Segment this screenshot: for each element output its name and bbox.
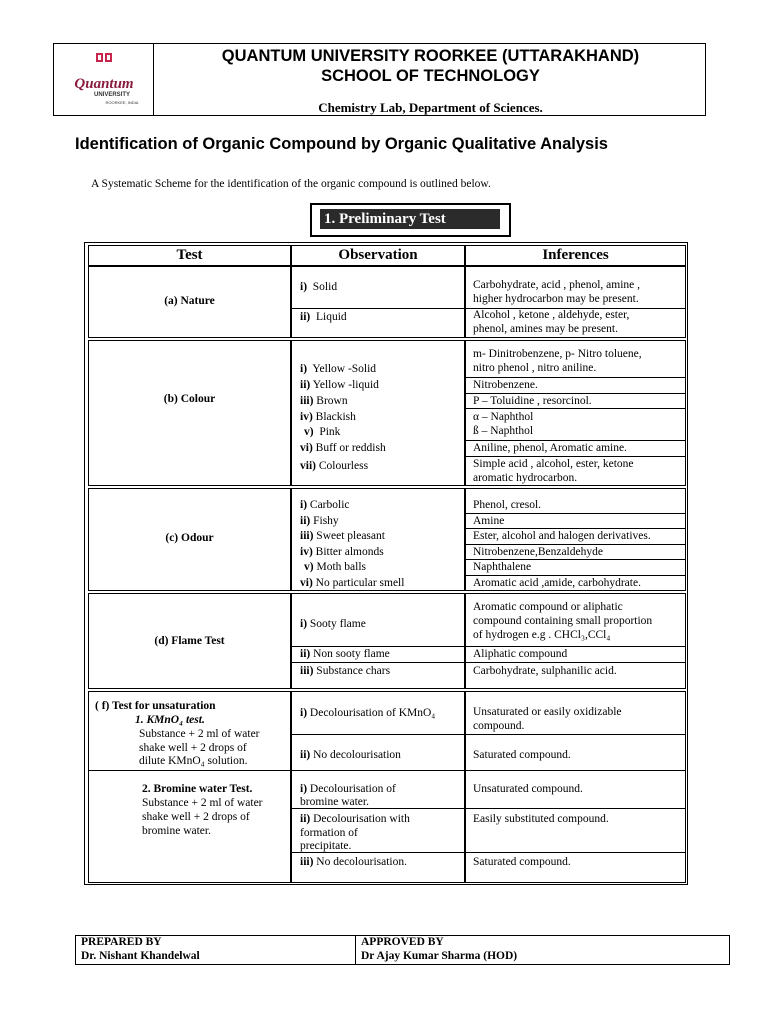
row-nature-test: (a) Nature [88,266,291,338]
page-title: Identification of Organic Compound by Organic Qualitative Analysis [75,135,608,153]
row-colour-obs: i) Yellow -Solid ii) Yellow -liquid iii) Brown iv) Blackish v) Pink vi) Buff or reddish vii) Colourless [291,340,465,486]
row-odour-obs: i) Carbolic ii) Fishy iii) Sweet pleasant iv) Bitter almonds v) Moth balls vi) No particular smell [291,488,465,591]
document-header [53,43,706,116]
logo-brand: Quantum [74,76,134,92]
header-test: Test [88,245,291,266]
prepared-by: PREPARED BY Dr. Nishant Khandelwal [76,936,356,964]
svg-text:ROORKEE, INDIA: ROORKEE, INDIA [105,100,139,105]
svg-text:UNIVERSITY: UNIVERSITY [93,92,131,98]
row-nature-obs: i) Solid ii) Liquid [291,266,465,338]
university-title: QUANTUM UNIVERSITY ROORKEE (UTTARAKHAND) SCHOOL OF TECHNOLOGY [221,47,640,85]
analysis-table [84,242,688,885]
header-observation: Observation [291,245,465,266]
row-odour-test: (c) Odour [88,488,291,591]
row-unsaturation-obs: i) Decolourisation of KMnO₄ ii) No decolourisation i) Decolourisation of bromine water. ii) Decolourisation with formation of precipitate. iii) No decolourisation. [291,691,465,883]
section-heading: 1. Preliminary Test [310,203,511,237]
intro-text: A Systematic Scheme for the identification of the organic compound is outlined below. [91,178,491,190]
row-unsaturation-test: ( f) Test for unsaturation 1. KMnO₄ test. Substance + 2 ml of water shake well + 2 drops of dilute KMnO₄ solution. 2. Bromine water Test. Substance + 2 ml of water shake well + 2 drops of bromine water. [88,691,291,883]
row-colour-test: (b) Colour [88,340,291,486]
quantum-logo-icon [54,44,154,115]
signature-footer [75,935,730,965]
row-odour-inf: Phenol, cresol. Amine Ester, alcohol and halogen derivatives. Nitrobenzene,Benzaldehyde Naphthalene Aromatic acid ,amide, carbohydrate. [465,488,686,591]
row-flame-obs: i) Sooty flame ii) Non sooty flame iii) Substance chars [291,593,465,689]
university-logo [54,44,154,115]
department-title: Chemistry Lab, Department of Sciences. [318,100,543,115]
row-nature-inf: Carbohydrate, acid , phenol, amine , higher hydrocarbon may be present. Alcohol , ketone , aldehyde, ester, phenol, amines may be present. [465,266,686,338]
approved-by: APPROVED BY Dr Ajay Kumar Sharma (HOD) [361,936,518,962]
row-flame-test: (d) Flame Test [88,593,291,689]
header-inferences: Inferences [465,245,686,266]
row-flame-inf: Aromatic compound or aliphatic compound containing small proportion of hydrogen e.g . CHCl₃,CCl₄ Aliphatic compound Carbohydrate, sulphanilic acid. [465,593,686,689]
row-unsaturation-inf: Unsaturated or easily oxidizable compound. Saturated compound. Unsaturated compound. Easily substituted compound. Saturated compound. [465,691,686,883]
row-colour-inf: m- Dinitrobenzene, p- Nitro toluene, nitro phenol , nitro aniline. Nitrobenzene. P – Toluidine , resorcinol. α – Naphthol ß – Naphthol Aniline, phenol, Aromatic amine. Simple acid , alcohol, ester, ketone aromatic hydrocarbon. [465,340,686,486]
